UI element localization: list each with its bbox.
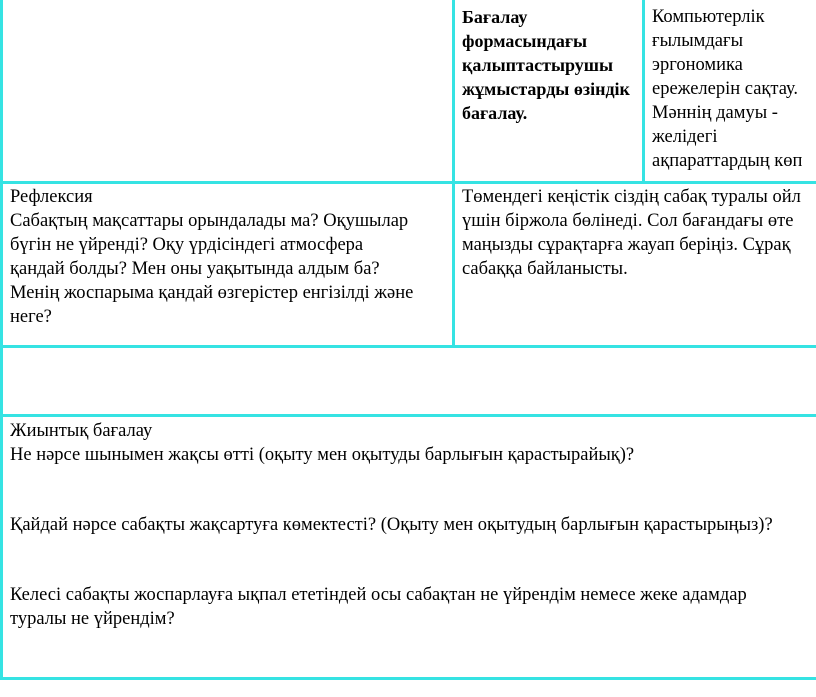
reflection-note-line: үшін біржола бөлінеді. Сол бағандағы өте: [462, 211, 794, 231]
reflection-cell: [10, 185, 413, 329]
self-assessment-line: қалыптастырушы: [462, 55, 614, 75]
ergonomics-line: эргономика: [652, 55, 743, 75]
reflection-note-line: маңызды сұрақтарға жауап беріңіз. Сұрақ: [462, 235, 791, 255]
self-assessment-line: жұмыстарды өзіндік: [462, 79, 630, 99]
reflection-note-line: сабаққа байланысты.: [462, 259, 628, 279]
self-assessment-line: бағалау.: [462, 103, 528, 123]
reflection-question-line: қандай болды? Мен оны уақытында алдым ба?: [10, 259, 380, 279]
self-assessment-line: Бағалау: [462, 7, 528, 27]
summary-heading: Жиынтық бағалау: [10, 421, 153, 441]
summary-cell: [10, 419, 773, 631]
reflection-note-line: Төмендегі кеңістік сіздің сабақ туралы ойл: [462, 187, 801, 207]
table-row-divider-1: [0, 181, 816, 184]
table-divider-col2: [642, 0, 645, 183]
ergonomics-line: ғылымдағы: [652, 31, 744, 51]
table-row-divider-2: [0, 345, 816, 348]
summary-question-3-line: туралы не үйрендім?: [10, 609, 175, 629]
reflection-note-cell: [462, 185, 801, 281]
self-assessment-cell: [462, 5, 630, 125]
summary-question-2: Қайдай нәрсе сабақты жақсартуға көмектесті? (Оқыту мен оқытудың барлығын қарастырыңыз)?: [10, 515, 773, 535]
table-border-left: [0, 0, 3, 680]
ergonomics-line: Мәннің дамуы -: [652, 103, 778, 123]
summary-question-1: Не нәрсе шынымен жақсы өтті (оқыту мен оқытуды барлығын қарастырайық)?: [10, 445, 635, 465]
ergonomics-line: желідегі: [652, 127, 718, 147]
table-border-bottom: [0, 677, 816, 680]
summary-question-3-line: Келесі сабақты жоспарлауға ықпал ететіндей осы сабақтан не үйрендім немесе жеке адамдар: [10, 585, 747, 605]
ergonomics-line: ережелерін сақтау.: [652, 79, 799, 99]
reflection-heading: Рефлексия: [10, 187, 93, 207]
reflection-question-line: Менің жоспарыма қандай өзгерістер енгізілді және: [10, 283, 414, 303]
reflection-question-line: Сабақтың мақсаттары орындалады ма? Оқушылар: [10, 211, 409, 231]
table-row-divider-3: [0, 414, 816, 417]
self-assessment-line: формасындағы: [462, 31, 588, 51]
ergonomics-line: Компьютерлік: [652, 7, 765, 27]
reflection-question-line: неге?: [10, 307, 52, 327]
ergonomics-line: ақпараттардың көп: [652, 151, 803, 171]
reflection-question-line: бүгін не үйренді? Оқу үрдісіндегі атмосфера: [10, 235, 364, 255]
table-divider-col1: [452, 0, 455, 347]
ergonomics-cell: [652, 5, 802, 173]
